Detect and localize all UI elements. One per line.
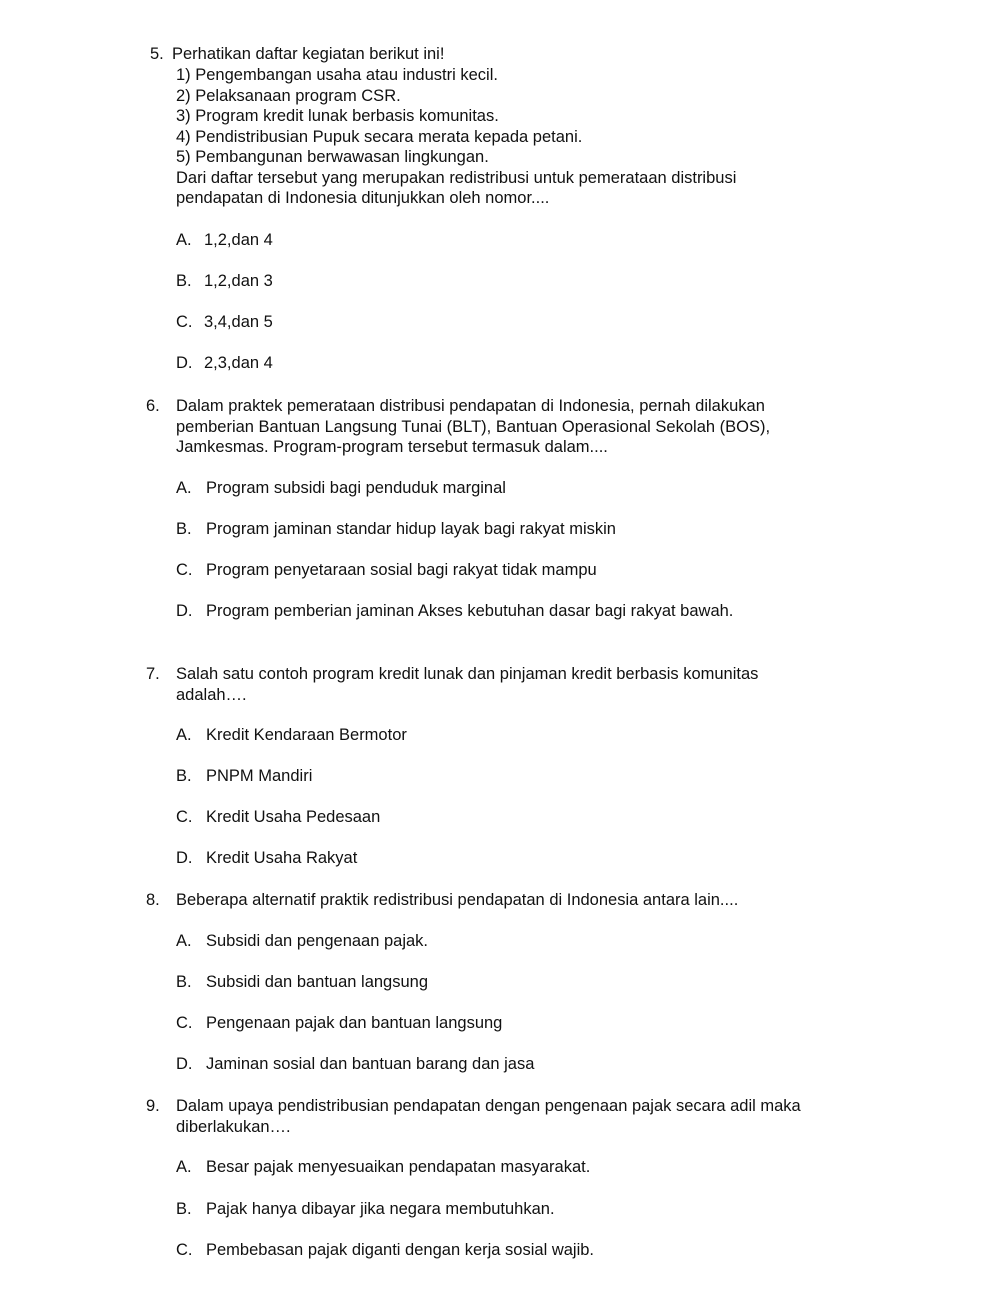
option-a[interactable] [176,725,407,746]
option-d[interactable] [176,353,273,374]
option-d[interactable] [176,601,733,622]
option-b[interactable] [176,271,273,292]
option-c[interactable] [176,560,597,581]
question-text: Dari daftar tersebut yang merupakan redistribusi untuk pemerataan distribusi [176,168,737,187]
question-text [176,1096,876,1137]
question-number: 8. [146,891,160,909]
option-a[interactable] [176,1157,590,1178]
question-number: 7. [146,665,160,683]
question-line: Jamkesmas. Program-program tersebut termasuk dalam.... [176,438,608,456]
option-text: 1,2,dan 4 [204,231,273,249]
option-text: Pengenaan pajak dan bantuan langsung [206,1014,503,1032]
option-d[interactable] [176,1054,534,1075]
option-d[interactable] [176,848,357,869]
option-b[interactable] [176,519,616,540]
option-c[interactable] [176,1240,594,1261]
option-letter: C. [176,1014,193,1032]
option-a[interactable] [176,230,273,251]
option-text: Subsidi dan pengenaan pajak. [206,932,429,950]
option-text: Program penyetaraan sosial bagi rakyat tidak mampu [206,561,597,579]
option-letter: B. [176,767,192,785]
option-letter: A. [176,726,192,744]
question-number: 9. [146,1097,160,1115]
option-text: Pembebasan pajak diganti dengan kerja sosial wajib. [206,1241,594,1259]
question-line: Salah satu contoh program kredit lunak dan pinjaman kredit berbasis komunitas [176,665,759,683]
question-line: pemberian Bantuan Langsung Tunai (BLT), Bantuan Operasional Sekolah (BOS), [176,417,771,436]
option-b[interactable] [176,1199,555,1220]
option-c[interactable] [176,1013,502,1034]
option-text: Kredit Kendaraan Bermotor [206,726,407,744]
option-text: PNPM Mandiri [206,767,313,785]
option-letter: B. [176,520,192,538]
question-line: Dalam praktek pemerataan distribusi pendapatan di Indonesia, pernah dilakukan [176,397,765,415]
question-number: 5. [150,45,164,63]
list-item: 3) Program kredit lunak berbasis komunitas. [176,107,499,125]
question-text [176,890,876,911]
option-text: Pajak hanya dibayar jika negara membutuhkan. [206,1200,555,1218]
list-item: 5) Pembangunan berwawasan lingkungan. [176,148,489,166]
question-line: adalah…. [176,685,247,704]
option-c[interactable] [176,312,273,333]
list-item: 4) Pendistribusian Pupuk secara merata kepada petani. [176,127,583,146]
question-line: Beberapa alternatif praktik redistribusi pendapatan di Indonesia antara lain.... [176,891,739,909]
list-item: 1) Pengembangan usaha atau industri kecil. [176,66,498,84]
option-text: Program pemberian jaminan Akses kebutuhan dasar bagi rakyat bawah. [206,602,734,620]
question-line: diberlakukan…. [176,1117,291,1136]
question-stem: Perhatikan daftar kegiatan berikut ini! [172,45,445,63]
option-letter: D. [176,354,193,372]
option-text: Subsidi dan bantuan langsung [206,973,429,991]
option-letter: B. [176,973,192,991]
option-b[interactable] [176,766,312,787]
option-a[interactable] [176,478,506,499]
option-text: Kredit Usaha Pedesaan [206,808,381,826]
option-text: 2,3,dan 4 [204,354,273,372]
option-letter: A. [176,1158,192,1176]
option-letter: C. [176,561,193,579]
option-letter: A. [176,479,192,497]
question-line: Dalam upaya pendistribusian pendapatan dengan pengenaan pajak secara adil maka [176,1097,801,1115]
option-letter: B. [176,1200,192,1218]
list-item: 2) Pelaksanaan program CSR. [176,86,401,105]
option-letter: D. [176,602,193,620]
option-letter: D. [176,1055,193,1073]
option-text: 1,2,dan 3 [204,272,273,290]
option-b[interactable] [176,972,428,993]
option-letter: A. [176,932,192,950]
option-text: Besar pajak menyesuaikan pendapatan masyarakat. [206,1158,591,1176]
option-letter: B. [176,272,192,290]
option-text: 3,4,dan 5 [204,313,273,331]
option-letter: D. [176,849,193,867]
option-a[interactable] [176,931,428,952]
question-text: pendapatan di Indonesia ditunjukkan oleh nomor.... [176,189,550,207]
option-text: Jaminan sosial dan bantuan barang dan jasa [206,1055,535,1073]
option-letter: C. [176,808,193,826]
question-text [176,396,876,458]
option-text: Program subsidi bagi penduduk marginal [206,479,506,497]
option-text: Program jaminan standar hidup layak bagi rakyat miskin [206,520,616,538]
option-letter: C. [176,313,193,331]
option-c[interactable] [176,807,380,828]
option-letter: A. [176,231,192,249]
question-number: 6. [146,397,160,415]
option-text: Kredit Usaha Rakyat [206,849,358,867]
question-text [176,664,876,705]
question-5-list [176,65,836,209]
option-letter: C. [176,1241,193,1259]
